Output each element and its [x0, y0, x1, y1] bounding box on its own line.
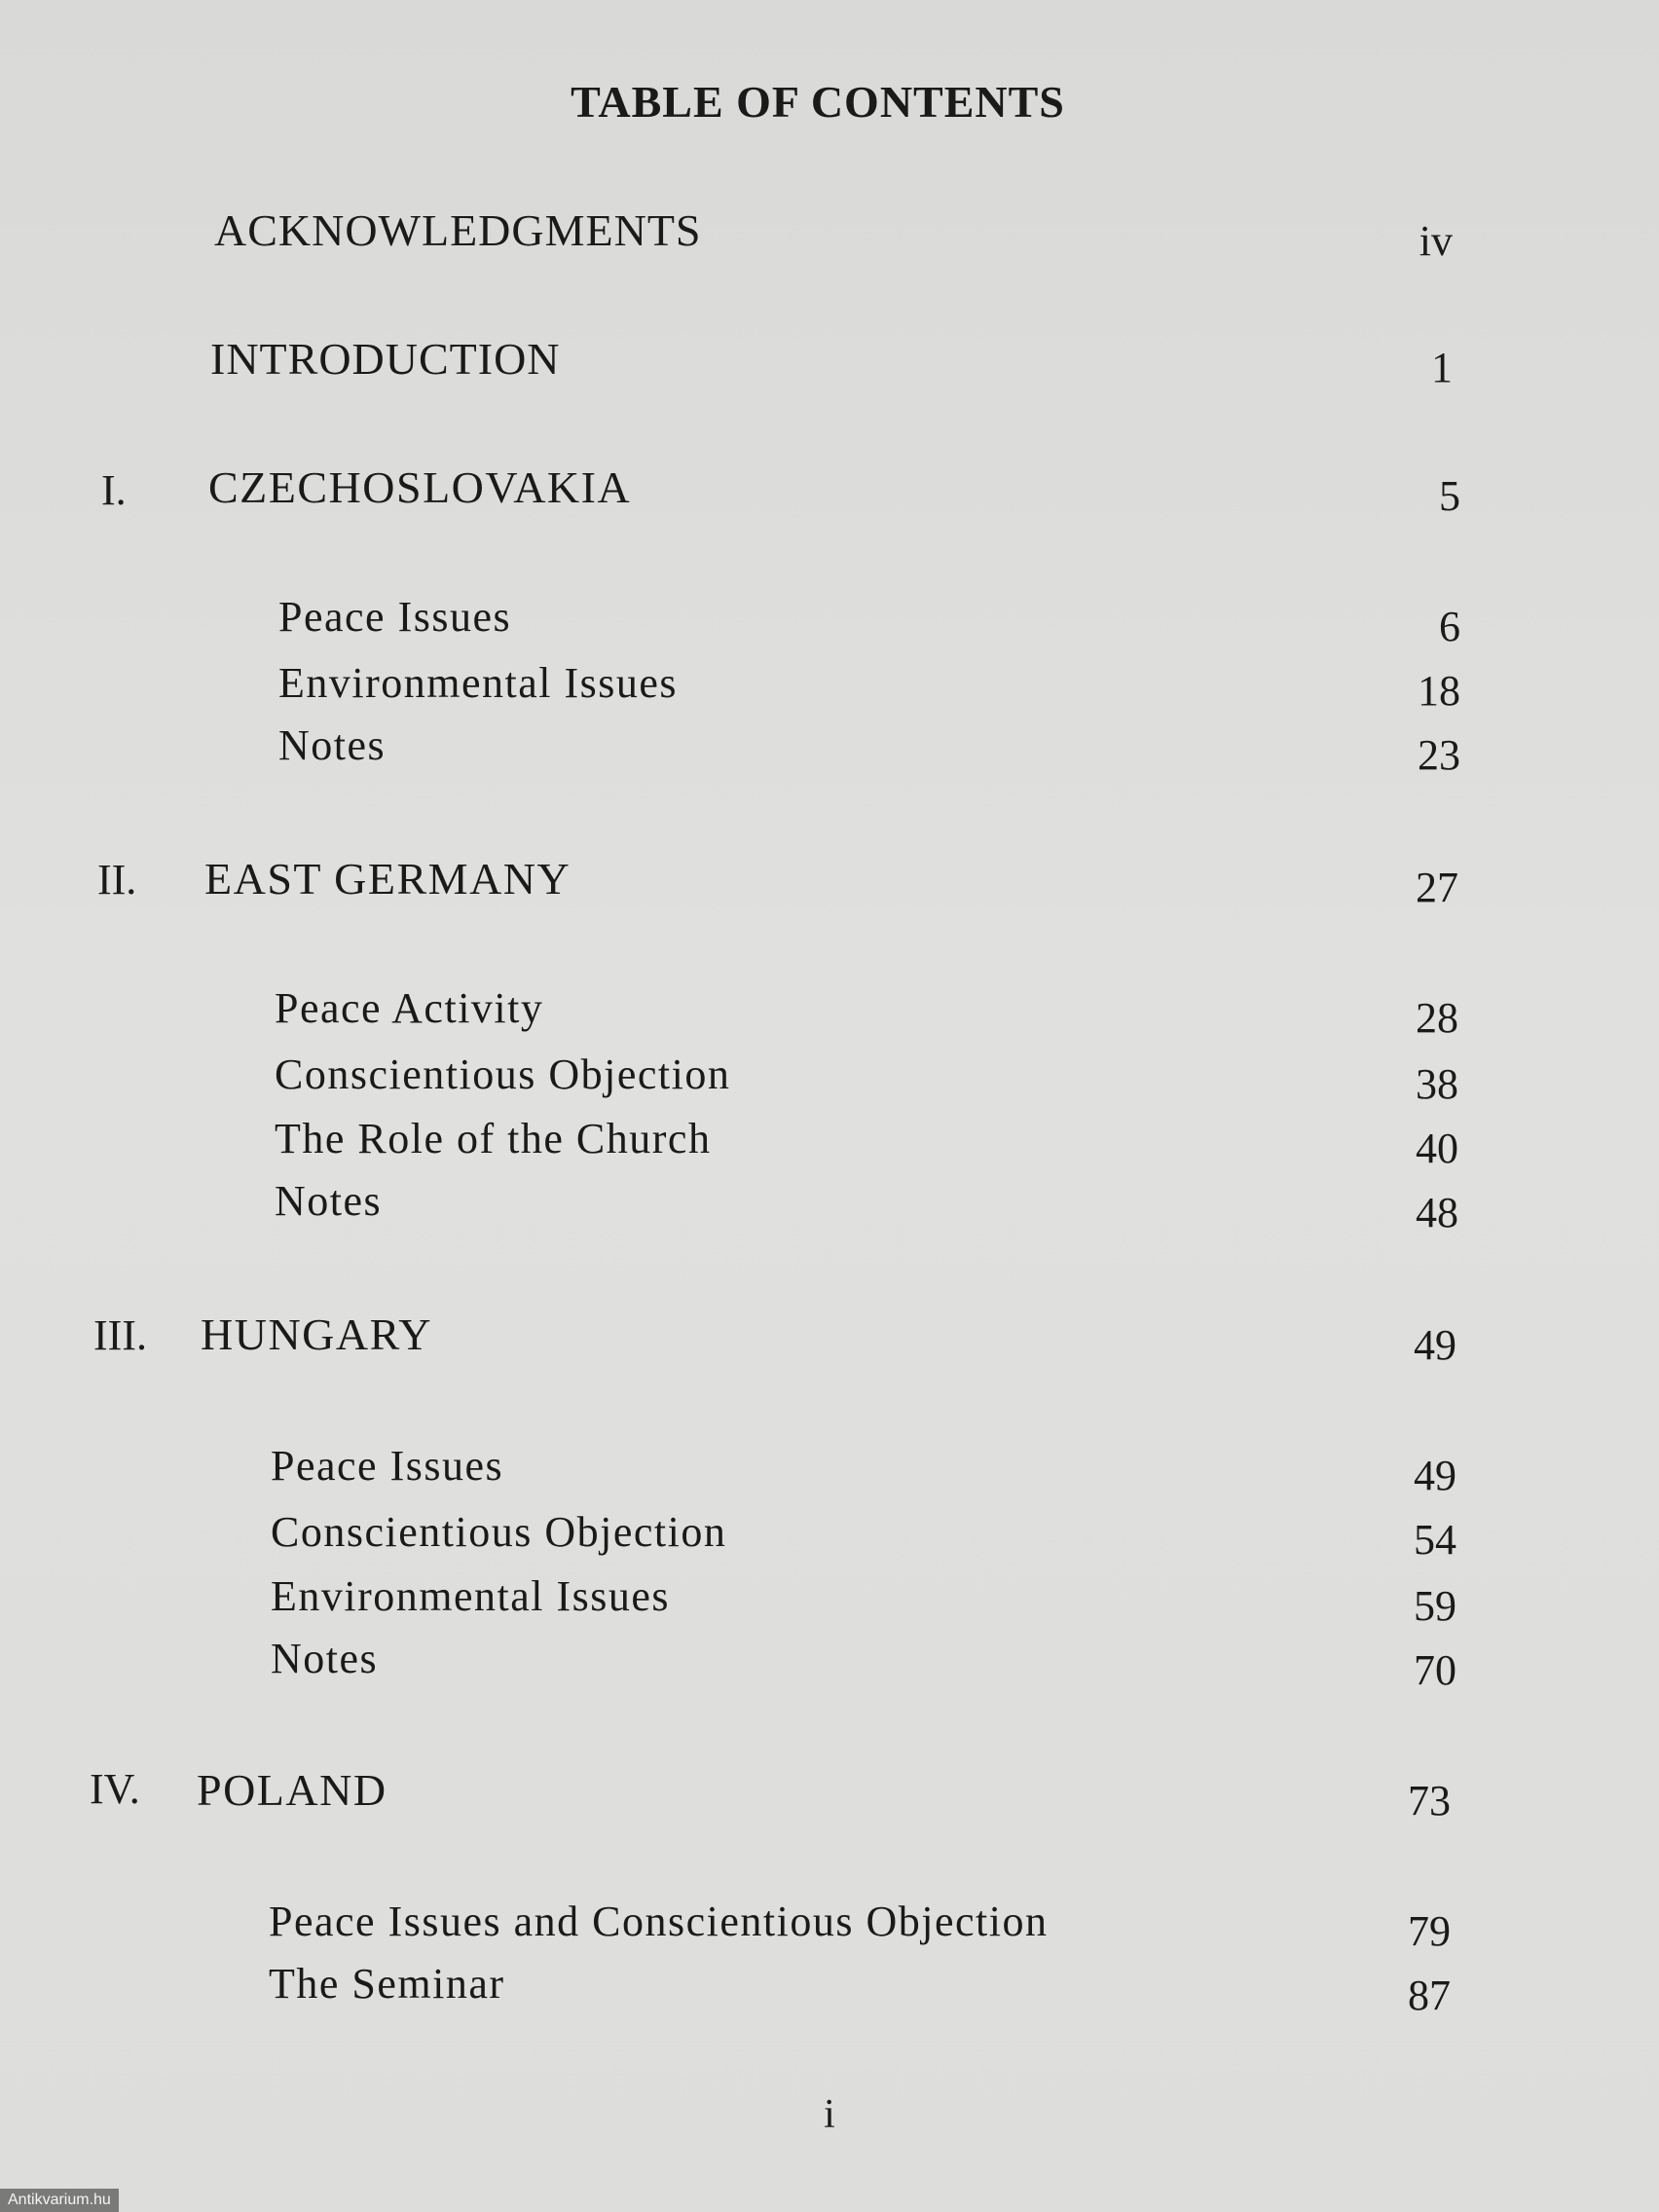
section-entry: Conscientious Objection	[271, 1508, 727, 1556]
toc-page-acknowledgments: iv	[1419, 217, 1453, 265]
section-entry: Notes	[271, 1635, 379, 1682]
section-page: 38	[1416, 1060, 1458, 1108]
section-page: 40	[1416, 1124, 1458, 1172]
section-entry: Conscientious Objection	[275, 1051, 731, 1098]
section-page: 49	[1414, 1452, 1456, 1499]
section-entry: Environmental Issues	[278, 659, 679, 707]
section-entry: Peace Issues	[271, 1442, 504, 1490]
section-entry: Peace Issues and Conscientious Objection	[269, 1898, 1049, 1945]
chapter-numeral: II.	[97, 856, 137, 903]
toc-page-introduction: 1	[1431, 344, 1453, 391]
section-page: 48	[1416, 1189, 1458, 1236]
chapter-title: HUNGARY	[201, 1309, 432, 1359]
chapter-page: 73	[1408, 1777, 1451, 1825]
section-entry: Notes	[275, 1177, 383, 1225]
chapter-title: POLAND	[197, 1765, 387, 1815]
section-entry: The Role of the Church	[275, 1115, 712, 1162]
section-page: 59	[1414, 1582, 1456, 1630]
toc-entry-introduction: INTRODUCTION	[210, 334, 561, 384]
section-page: 6	[1439, 603, 1460, 650]
toc-title: TABLE OF CONTENTS	[571, 77, 1065, 127]
chapter-page: 5	[1439, 472, 1460, 520]
section-entry: The Seminar	[269, 1960, 505, 2008]
chapter-numeral: III.	[93, 1311, 147, 1359]
section-entry: Peace Issues	[278, 593, 512, 641]
section-page: 70	[1414, 1646, 1456, 1694]
chapter-title: EAST GERMANY	[204, 854, 571, 903]
section-page: 87	[1408, 1972, 1451, 2019]
section-entry: Environmental Issues	[271, 1572, 671, 1620]
section-entry: Peace Activity	[275, 984, 544, 1032]
section-page: 18	[1418, 667, 1460, 715]
section-page: 23	[1418, 731, 1460, 779]
section-entry: Notes	[278, 721, 387, 769]
chapter-title: CZECHOSLOVAKIA	[208, 462, 632, 512]
chapter-page: 27	[1416, 864, 1458, 911]
chapter-numeral: I.	[101, 466, 127, 514]
chapter-numeral: IV.	[90, 1765, 140, 1813]
page-number: i	[824, 2092, 835, 2137]
section-page: 79	[1408, 1907, 1451, 1955]
section-page: 54	[1414, 1516, 1456, 1564]
section-page: 28	[1416, 994, 1458, 1042]
toc-entry-acknowledgments: ACKNOWLEDGMENTS	[214, 205, 702, 255]
chapter-page: 49	[1414, 1321, 1456, 1369]
watermark: Antikvarium.hu	[0, 2189, 119, 2212]
